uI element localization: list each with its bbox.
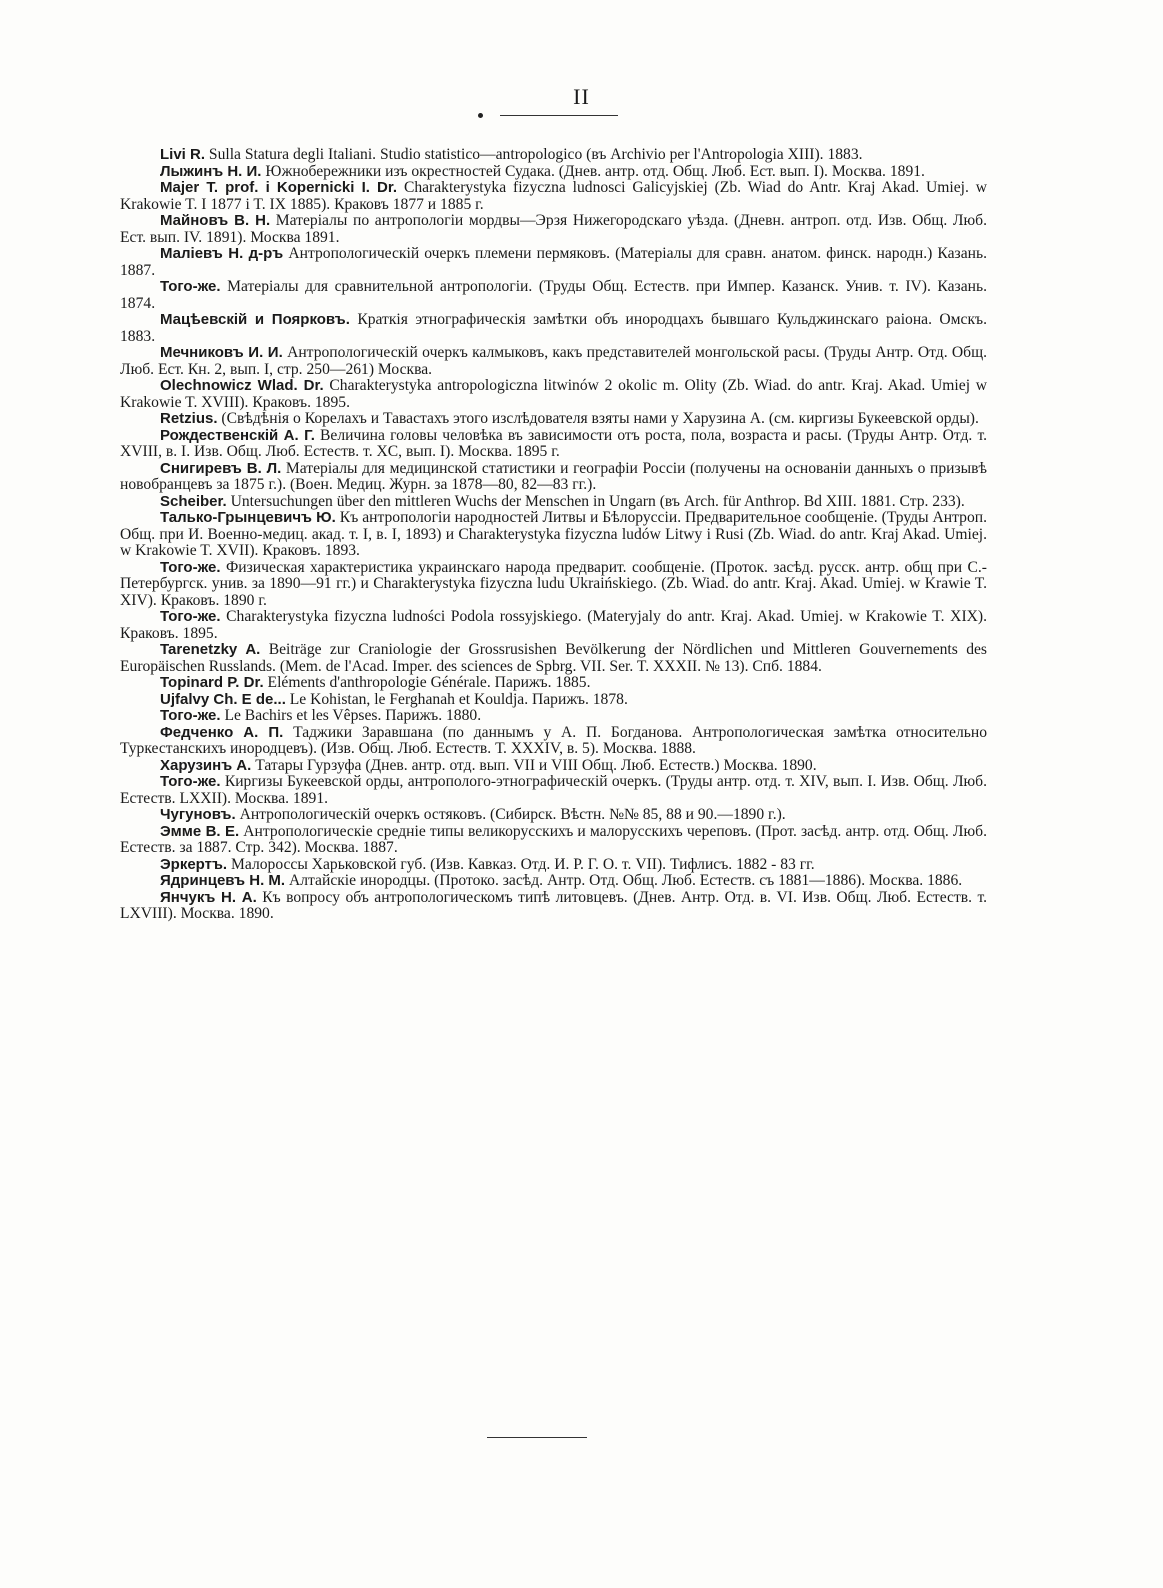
entry-text: Татары Гурзуфа (Днев. антр. отд. вып. VII и VIII Общ. Люб. Естеств.) Москва. 1890. [255,756,817,774]
footer-rule [487,1437,587,1438]
bibliography-entry [120,725,987,758]
entry-author: Эркертъ. [160,855,228,873]
page-number: II [573,84,590,109]
entry-text: Къ вопросу объ антропологическомъ типѣ литовцевъ. (Днев. Антр. Отд. в. VI. Изв. Общ. Люб. Естеств. т. LXVIII). Москва. 1890. [120,888,988,922]
bibliography-entry [120,312,987,345]
entry-text: Таджики Заравшана (по даннымъ у А. П. Богданова. Антропологическая замѣтка относительно Туркестанскихъ инородцевъ). (Изв. Общ. Люб. Естеств. Т. XXXIV, в. 5). Москва. 1888. [120,723,987,757]
bibliography-entry [120,560,987,610]
bibliography-entry [120,774,987,807]
entry-author: Majer T. prof. i Kopernicki I. Dr. [160,179,398,196]
entry-text: Южнобережники изъ окрестностей Судака. (Днев. антр. отд. Общ. Люб. Ест. вып. I). Москва. 1891. [265,162,925,180]
entry-author: Ядринцевъ Н. М. [160,872,286,889]
entry-text: Le Bachirs et les Vêpses. Парижъ. 1880. [224,707,482,724]
entry-author: Того-же. [160,558,221,576]
bibliography-entry [120,609,987,642]
entry-author: Мацѣевскій и Поярковъ. [160,311,350,328]
entry-author: Чугуновъ. [160,806,236,823]
entry-text: Къ антропологіи народностей Литвы и Бѣлоруссіи. Предварительное сообщеніе. (Труды Антроп. Общ. при И. Военно-медиц. акад. т. I, в. I, 1893) и Charakterystyka fizyczna ludów Litwy i Rusi (Zb. Wiad. do antr. Kraj Akad. Umiej. w Krakowie T. XVII). Краковъ. 1893. [120,509,987,559]
entry-text: Eléments d'anthropologie Générale. Парижъ. 1885. [267,674,591,691]
entry-author: Tarenetzky A. [160,641,261,658]
entry-author: Того-же. [160,608,221,625]
bibliography-entry [120,675,987,692]
entry-text: Антропологическій очеркъ калмыковъ, какъ представителей монгольской расы. (Труды Антр. Отд. Общ. Люб. Ест. Кн. 2, вып. I, стр. 250—261) Москва. [120,344,987,378]
entry-author: Того-же. [160,278,221,295]
bibliography-entry [120,164,987,181]
entry-text: Антропологическій очеркъ племени пермяковъ. (Матеріалы для сравн. анатом. финск. народн.) Казань. 1887. [120,245,987,279]
entry-text: Алтайскіе инородцы. (Протоко. засѣд. Антр. Отд. Общ. Люб. Естеств. съ 1881—1886). Москва. 1886. [289,872,963,889]
bibliography-list [120,147,987,923]
entry-text: Антропологическій очеркъ остяковъ. (Сибирск. Вѣстн. №№ 85, 88 и 90.—1890 г.). [239,806,786,823]
bibliography-entry [120,890,987,923]
bibliography-entry [120,807,987,824]
entry-text: Le Kohistan, le Ferghanah et Kouldja. Парижъ. 1878. [289,690,628,708]
bibliography-entry [120,494,987,511]
entry-author: Того-же. [160,707,221,724]
entry-author: Янчукъ Н. А. [160,888,257,906]
bibliography-entry [120,180,987,213]
entry-text: Малороссы Харьковской губ. (Изв. Кавказ. Отд. И. Р. Г. О. т. VII). Тифлисъ. 1882 - 83 гг. [231,855,815,873]
entry-text: Матеріалы для сравнительной антропологіи. (Труды Общ. Естеств. при Импер. Казанск. Унив. т. IV). Казань. 1874. [120,278,987,312]
entry-author: Федченко А. П. [160,723,284,741]
entry-author: Снигиревъ В. Л. [160,459,282,477]
entry-text: Beiträge zur Craniologie der Grossrusishen Bevölkerung der Nördlichen und Mittleren Gouvernements des Europäischen Russlands. (Mem. de l'Acad. Imper. des sciences de Spbrg. VII. Ser. T. XXXII. № 13). Спб. 1884. [120,641,987,675]
bibliography-entry [120,461,987,494]
entry-author: Рождественскій А. Г. [160,426,315,444]
entry-author: Майновъ В. Н. [160,212,271,229]
entry-author: Мечниковъ И. И. [160,344,283,361]
entry-text: Краткія этнографическія замѣтки объ инородцахъ бывшаго Кульджинскаго раіона. Омскъ. 1883. [120,311,987,345]
entry-author: Талько-Грынцевичъ Ю. [160,509,336,526]
bibliography-entry [120,345,987,378]
entry-text: Untersuchungen über den mittleren Wuchs der Menschen in Ungarn (въ Arch. für Anthrop. Bd XIII. 1881. Стр. 233). [230,492,965,510]
bibliography-entry [120,708,987,725]
bibliography-entry [120,642,987,675]
entry-text: Киргизы Букеевской орды, антрополого-этнографическій очеркъ. (Труды антр. отд. т. XIV, вып. I. Изв. Общ. Люб. Естеств. LXXII). Москва. 1891. [120,773,988,807]
entry-author: Olechnowicz Wlad. Dr. [160,377,324,394]
bibliography-entry [120,857,987,874]
entry-author: Того-же. [160,773,221,790]
bibliography-entry [120,692,987,709]
entry-author: Retzius. [160,410,218,427]
entry-text: Sulla Statura degli Italiani. Studio statistico—antropologico (въ Archivio per l'Antropologia XIII). 1883. [208,146,863,163]
bibliography-entry [120,824,987,857]
entry-author: Topinard P. Dr. [160,674,264,691]
bibliography-entry [120,411,987,428]
entry-text: Матеріалы для медицинской статистики и географіи Россіи (получены на основаніи данныхъ о призывѣ новобранцевъ за 1875 г.). (Воен. Медиц. Журн. за 1878—80, 82—83 гг.). [120,459,987,493]
entry-author: Ujfalvy Ch. E de... [160,690,286,708]
bibliography-entry [120,279,987,312]
bibliography-entry [120,213,987,246]
entry-author: Эмме В. Е. [160,822,240,840]
entry-text: Charakterystyka fizyczna ludności Podola rossyjskiego. (Materyjaly do antr. Kraj. Akad. Umiej. w Krakowie T. XIX). Краковъ. 1895. [120,608,987,642]
bibliography-entry [120,378,987,411]
header-rule [500,115,618,116]
entry-text: (Свѣдѣнія о Корелахъ и Тавастахъ этого изслѣдователя взяты нами у Харузина А. (см. киргизы Букеевской орды). [221,410,979,427]
entry-text: Антропологическіе средніе типы великорусскихъ и малорусскихъ череповъ. (Прот. засѣд. антр. отд. Общ. Люб. Естеств. за 1887. Стр. 342). Москва. 1887. [120,822,987,856]
bibliography-entry [120,147,987,164]
entry-text: Charakterystyka fizyczna ludnosci Galicyjskiej (Zb. Wiad do Antr. Kraj Akad. Umiej. w Krakowie T. I 1877 i T. IX 1885). Краковъ 1877 и 1885 г. [120,179,987,213]
entry-text: Величина головы человѣка въ зависимости отъ роста, пола, возраста и расы. (Труды Антр. Отд. т. XVIII, в. I. Изв. Общ. Люб. Естеств. т. XC, вып. I). Москва. 1895 г. [120,426,987,460]
entry-author: Харузинъ А. [160,756,252,774]
entry-author: Лыжинъ Н. И. [160,162,262,180]
entry-author: Малiевъ Н. д-ръ [160,245,284,262]
bibliography-entry [120,428,987,461]
entry-author: Scheiber. [160,492,227,510]
bibliography-entry [120,246,987,279]
bibliography-entry [120,758,987,775]
bibliography-entry [120,510,987,560]
entry-text: Charakterystyka antropologiczna litwinów 2 okolic m. Olity (Zb. Wiad. do antr. Kraj. Akad. Umiej w Krakowie T. XVIII). Краковъ. 1895. [120,377,987,411]
bibliography-entry [120,873,987,890]
entry-text: Физическая характеристика украинскаго народа предварит. сообщеніе. (Проток. засѣд. русск. антр. общ при С.-Петербургск. унив. за 1890—91 гг.) и Charakterystyka fizyczna ludu Ukraińskiego. (Zb. Wiad. do antr. Kraj. Akad. Umiej. w Krawie T. XIV). Краковъ. 1890 г. [120,558,987,609]
entry-text: Матеріалы по антропологіи мордвы—Эрзя Нижегородскаго уѣзда. (Дневн. антроп. отд. Изв. Общ. Люб. Ест. вып. IV. 1891). Москва 1891. [120,212,987,246]
entry-author: Livi R. [160,146,206,163]
